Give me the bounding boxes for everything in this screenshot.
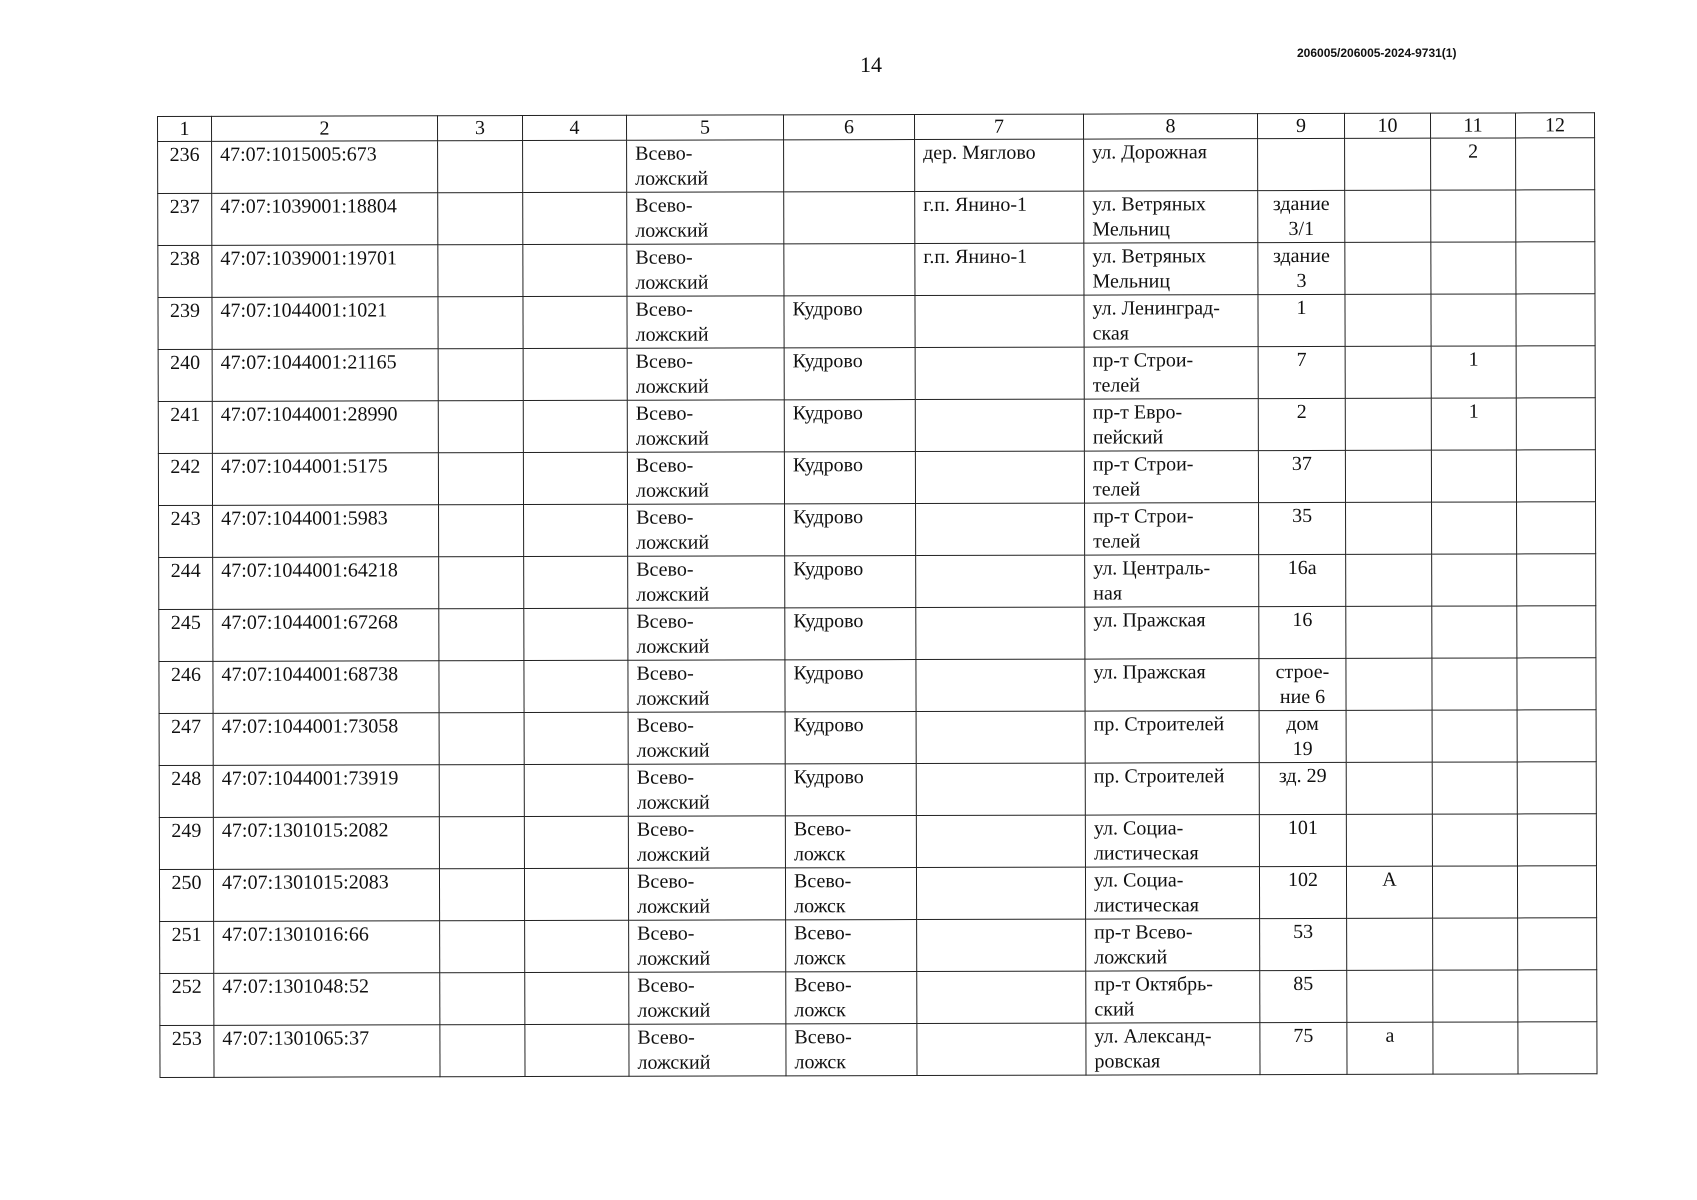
cell-col-3 (439, 817, 524, 869)
table-row (158, 294, 1595, 350)
cell-col-4 (524, 608, 628, 660)
cell-settlement: Кудрово (785, 608, 916, 660)
cell-locality: г.п. Янино-1 (915, 243, 1084, 295)
cell-col-12 (1517, 554, 1596, 606)
cell-locality (917, 919, 1086, 971)
cell-settlement: Кудрово (785, 504, 916, 556)
cell-building: 2 (1258, 398, 1345, 450)
cell-corpus (1432, 762, 1517, 814)
cell-col-12 (1518, 1022, 1597, 1074)
cell-cadastral-number: 47:07:1044001:64218 (213, 557, 439, 610)
cell-col-12 (1516, 346, 1595, 398)
cell-letter (1346, 762, 1432, 814)
table-row (158, 242, 1595, 298)
column-header-9: 9 (1257, 113, 1344, 138)
cell-street: ул. Ленинград- ская (1084, 295, 1258, 347)
cell-settlement: Всево- ложск (785, 816, 916, 868)
cell-street: пр. Строителей (1085, 711, 1259, 763)
column-header-12: 12 (1515, 113, 1594, 138)
cell-street: пр-т Октябрь- ский (1086, 971, 1260, 1023)
cell-corpus (1432, 814, 1517, 866)
cell-letter (1345, 294, 1431, 346)
cell-col-3 (438, 245, 523, 297)
cell-district: Всево- ложский (627, 348, 784, 400)
cell-corpus (1433, 1022, 1518, 1074)
cell-locality (916, 711, 1085, 763)
cell-settlement: Кудрово (784, 452, 915, 504)
cell-corpus: 1 (1431, 398, 1516, 450)
cell-building: строе- ние 6 (1259, 658, 1346, 710)
cell-cadastral-number: 47:07:1301065:37 (214, 1025, 440, 1078)
cell-col-12 (1516, 138, 1595, 190)
cell-col-3 (438, 453, 523, 505)
cell-col-12 (1517, 866, 1596, 918)
cell-letter (1345, 398, 1431, 450)
cell-building: 16а (1259, 554, 1346, 606)
table-row (159, 710, 1596, 766)
cell-col-12 (1517, 658, 1596, 710)
cell-col-3 (440, 921, 525, 973)
cell-street: ул. Дорожная (1084, 139, 1258, 191)
cell-col-12 (1518, 970, 1597, 1022)
cell-district: Всево- ложский (627, 140, 784, 192)
cell-col-12 (1517, 762, 1596, 814)
cell-col-12 (1516, 242, 1595, 294)
table-row (159, 502, 1596, 558)
cell-cadastral-number: 47:07:1044001:73058 (213, 713, 439, 766)
page-number: 14 (860, 52, 882, 77)
cell-col-12 (1517, 606, 1596, 658)
cell-col-3 (440, 1025, 525, 1077)
cell-settlement: Кудрово (785, 556, 916, 608)
cell-building: здание 3/1 (1258, 190, 1345, 242)
cell-locality (915, 347, 1084, 399)
cell-building: 75 (1260, 1022, 1347, 1074)
cell-letter (1345, 242, 1431, 294)
cell-col-4 (524, 504, 628, 556)
cell-col-3 (438, 349, 523, 401)
cell-row-number: 253 (160, 1025, 214, 1077)
cell-locality (916, 763, 1085, 815)
table-row (159, 554, 1596, 610)
cell-building: 101 (1259, 814, 1346, 866)
cell-corpus: 2 (1431, 138, 1516, 190)
table-row (160, 970, 1597, 1026)
cell-corpus (1431, 190, 1516, 242)
cell-cadastral-number: 47:07:1301048:52 (214, 973, 440, 1026)
cell-building: 16 (1259, 606, 1346, 658)
cell-cadastral-number: 47:07:1044001:5983 (213, 505, 439, 558)
cell-building: 7 (1258, 346, 1345, 398)
cell-col-3 (439, 661, 524, 713)
cell-building: 37 (1258, 450, 1345, 502)
cell-district: Всево- ложский (627, 400, 784, 452)
cell-col-4 (523, 400, 627, 452)
cell-col-3 (439, 609, 524, 661)
cell-street: пр-т Строи- телей (1085, 503, 1259, 555)
cell-settlement (784, 192, 915, 244)
cell-district: Всево- ложский (628, 712, 785, 764)
cell-street: пр-т Евро- пейский (1084, 399, 1258, 451)
column-header-10: 10 (1344, 113, 1430, 138)
cell-row-number: 243 (159, 505, 213, 557)
cell-row-number: 250 (159, 869, 213, 921)
cell-col-3 (439, 869, 524, 921)
cell-col-4 (524, 764, 628, 816)
cell-col-3 (438, 401, 523, 453)
cell-building: здание 3 (1258, 242, 1345, 294)
cell-building: 35 (1259, 502, 1346, 554)
cell-col-4 (525, 972, 629, 1024)
cell-cadastral-number: 47:07:1301016:66 (214, 921, 440, 974)
cell-street: пр-т Строи- телей (1084, 347, 1258, 399)
cell-settlement: Всево- ложск (786, 920, 917, 972)
cell-corpus (1432, 866, 1517, 918)
cell-district: Всево- ложский (627, 452, 784, 504)
cell-street: ул. Социа- листическая (1085, 867, 1259, 919)
table-row (158, 450, 1595, 506)
cell-cadastral-number: 47:07:1044001:28990 (212, 401, 438, 454)
cell-settlement: Кудрово (785, 712, 916, 764)
table-row (158, 190, 1595, 246)
cell-col-3 (440, 973, 525, 1025)
cell-locality (916, 555, 1085, 607)
cell-col-4 (524, 712, 628, 764)
table-row (160, 918, 1597, 974)
cell-letter (1346, 606, 1432, 658)
cell-row-number: 245 (159, 609, 213, 661)
cell-settlement: Всево- ложск (786, 972, 917, 1024)
cell-cadastral-number: 47:07:1301015:2083 (213, 869, 439, 922)
cell-corpus (1431, 450, 1516, 502)
cell-letter (1346, 502, 1432, 554)
cell-letter: А (1346, 866, 1432, 918)
cell-street: пр. Строителей (1085, 763, 1259, 815)
table-row (159, 658, 1596, 714)
cell-row-number: 248 (159, 765, 213, 817)
cell-district: Всево- ложский (628, 556, 785, 608)
column-header-4: 4 (523, 115, 627, 140)
cell-cadastral-number: 47:07:1044001:1021 (212, 297, 438, 350)
cell-letter (1346, 658, 1432, 710)
document-id: 206005/206005-2024-9731(1) (1297, 46, 1457, 60)
cell-settlement: Кудрово (784, 400, 915, 452)
cell-locality: г.п. Янино-1 (915, 191, 1084, 243)
cell-col-4 (523, 348, 627, 400)
cell-district: Всево- ложский (628, 816, 785, 868)
cell-settlement: Кудрово (784, 348, 915, 400)
cell-street: ул. Социа- листическая (1085, 815, 1259, 867)
cell-letter (1346, 710, 1432, 762)
cell-district: Всево- ложский (628, 608, 785, 660)
cell-col-12 (1516, 190, 1595, 242)
cell-building: 53 (1260, 918, 1347, 970)
cell-row-number: 239 (158, 297, 212, 349)
cell-col-3 (438, 297, 523, 349)
cell-street: пр-т Строи- телей (1084, 451, 1258, 503)
cell-letter (1345, 346, 1431, 398)
cell-district: Всево- ложский (628, 660, 785, 712)
cell-locality (915, 399, 1084, 451)
cell-street: ул. Ветряных Мельниц (1084, 191, 1258, 243)
table-row (159, 762, 1596, 818)
cell-row-number: 249 (159, 817, 213, 869)
cell-col-3 (438, 193, 523, 245)
cell-row-number: 236 (158, 141, 212, 193)
cell-row-number: 242 (158, 453, 212, 505)
table-row (159, 814, 1596, 870)
cell-col-4 (523, 140, 627, 192)
table-row (158, 398, 1595, 454)
cell-row-number: 246 (159, 661, 213, 713)
cell-col-4 (524, 660, 628, 712)
cell-locality (916, 503, 1085, 555)
cell-street: пр-т Всево- ложский (1086, 919, 1260, 971)
registry-table (157, 112, 1598, 1078)
cell-street: ул. Александ- ровская (1086, 1023, 1260, 1075)
cell-cadastral-number: 47:07:1044001:67268 (213, 609, 439, 662)
cell-corpus (1432, 710, 1517, 762)
cell-locality (916, 867, 1085, 919)
cell-row-number: 247 (159, 713, 213, 765)
table-row (159, 866, 1596, 922)
column-header-1: 1 (158, 116, 212, 141)
cell-col-4 (524, 556, 628, 608)
cell-building: дом 19 (1259, 710, 1346, 762)
cell-corpus (1433, 918, 1518, 970)
cell-district: Всево- ложский (629, 1024, 786, 1076)
cell-settlement: Кудрово (784, 296, 915, 348)
cell-col-12 (1516, 294, 1595, 346)
column-header-8: 8 (1083, 114, 1257, 139)
cell-corpus: 1 (1431, 346, 1516, 398)
cell-corpus (1432, 554, 1517, 606)
cell-col-4 (523, 192, 627, 244)
cell-corpus (1432, 606, 1517, 658)
cell-col-4 (525, 920, 629, 972)
cell-locality: дер. Мяглово (915, 139, 1084, 191)
cell-settlement: Кудрово (785, 660, 916, 712)
cell-district: Всево- ложский (627, 296, 784, 348)
cell-cadastral-number: 47:07:1044001:68738 (213, 661, 439, 714)
column-header-3: 3 (438, 116, 523, 141)
cell-corpus (1432, 658, 1517, 710)
cell-corpus (1431, 294, 1516, 346)
cell-col-12 (1517, 814, 1596, 866)
cell-locality (915, 451, 1084, 503)
column-header-11: 11 (1430, 113, 1515, 138)
cell-district: Всево- ложский (629, 972, 786, 1024)
cell-district: Всево- ложский (627, 244, 784, 296)
cell-building: 85 (1260, 970, 1347, 1022)
cell-col-12 (1517, 502, 1596, 554)
cell-col-4 (525, 1024, 629, 1076)
cell-settlement (784, 244, 915, 296)
cell-locality (917, 971, 1086, 1023)
cell-row-number: 237 (158, 193, 212, 245)
cell-settlement: Кудрово (785, 764, 916, 816)
cell-col-12 (1516, 450, 1595, 502)
column-header-6: 6 (783, 115, 914, 140)
cell-locality (916, 607, 1085, 659)
cell-row-number: 241 (158, 401, 212, 453)
cell-cadastral-number: 47:07:1044001:73919 (213, 765, 439, 818)
cell-district: Всево- ложский (629, 920, 786, 972)
cell-letter (1345, 450, 1431, 502)
cell-district: Всево- ложский (628, 504, 785, 556)
cell-cadastral-number: 47:07:1039001:18804 (212, 193, 438, 246)
table-header-row (158, 113, 1595, 142)
cell-row-number: 244 (159, 557, 213, 609)
cell-col-4 (523, 296, 627, 348)
cell-building: 102 (1259, 866, 1346, 918)
cell-building: 1 (1258, 294, 1345, 346)
cell-col-12 (1517, 710, 1596, 762)
cell-district: Всево- ложский (627, 192, 784, 244)
cell-locality (917, 1023, 1086, 1075)
cell-locality (916, 659, 1085, 711)
cell-street: ул. Пражская (1085, 659, 1259, 711)
cell-col-4 (524, 816, 628, 868)
cell-cadastral-number: 47:07:1044001:21165 (212, 349, 438, 402)
cell-row-number: 252 (160, 973, 214, 1025)
cell-street: ул. Ветряных Мельниц (1084, 243, 1258, 295)
table-row (160, 1022, 1597, 1078)
cell-col-12 (1516, 398, 1595, 450)
cell-col-3 (439, 557, 524, 609)
cell-cadastral-number: 47:07:1015005:673 (212, 141, 438, 194)
cell-corpus (1433, 970, 1518, 1022)
table-row (158, 346, 1595, 402)
cell-letter (1347, 918, 1433, 970)
cell-letter (1346, 554, 1432, 606)
cell-letter (1346, 814, 1432, 866)
cell-col-4 (524, 868, 628, 920)
table-row (159, 606, 1596, 662)
cell-col-12 (1518, 918, 1597, 970)
cell-locality (916, 815, 1085, 867)
cell-building (1258, 138, 1345, 190)
cell-locality (915, 295, 1084, 347)
cell-letter (1347, 970, 1433, 1022)
cell-col-3 (439, 505, 524, 557)
cell-corpus (1431, 242, 1516, 294)
cell-district: Всево- ложский (628, 868, 785, 920)
cell-building: зд. 29 (1259, 762, 1346, 814)
cell-settlement: Всево- ложск (785, 868, 916, 920)
table-row (158, 138, 1595, 194)
cell-col-3 (439, 765, 524, 817)
cell-col-4 (523, 244, 627, 296)
cell-letter: а (1347, 1022, 1433, 1074)
cell-cadastral-number: 47:07:1039001:19701 (212, 245, 438, 298)
cell-row-number: 240 (158, 349, 212, 401)
cell-letter (1345, 190, 1431, 242)
cell-col-3 (438, 141, 523, 193)
column-header-5: 5 (626, 115, 783, 140)
cell-street: ул. Централь- ная (1085, 555, 1259, 607)
cell-street: ул. Пражская (1085, 607, 1259, 659)
cell-district: Всево- ложский (628, 764, 785, 816)
cell-settlement: Всево- ложск (786, 1024, 917, 1076)
cell-cadastral-number: 47:07:1301015:2082 (213, 817, 439, 870)
cell-cadastral-number: 47:07:1044001:5175 (212, 453, 438, 506)
cell-col-3 (439, 713, 524, 765)
cell-row-number: 238 (158, 245, 212, 297)
column-header-2: 2 (212, 116, 438, 142)
cell-corpus (1432, 502, 1517, 554)
cell-letter (1345, 138, 1431, 190)
column-header-7: 7 (914, 114, 1083, 139)
cell-row-number: 251 (160, 921, 214, 973)
cell-settlement (784, 140, 915, 192)
cell-col-4 (523, 452, 627, 504)
table-body (158, 138, 1597, 1078)
